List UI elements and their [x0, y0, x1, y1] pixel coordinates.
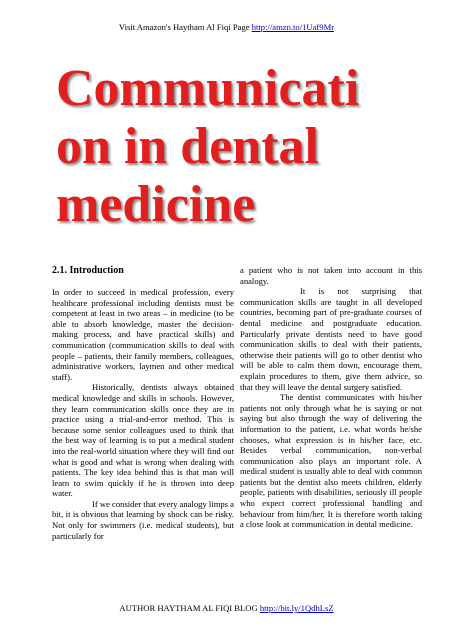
- right-column: [240, 265, 422, 530]
- footer-link[interactable]: http://bit.ly/1QdhLsZ: [259, 603, 334, 613]
- title-line-1: Communicati: [56, 60, 360, 117]
- document-title: [56, 60, 436, 234]
- title-line-3: medicine: [56, 176, 256, 233]
- paragraph-4: It is not surprising that communication skills are taught in all developed countries, becoming part of pre-graduate courses of dental medicine and postgraduate education. Particularly private dentists need to have good communication skills to deal with their patients, otherwise their patients will go to other dentist who will be able to calm them down, encourage them, explain procedures to them, give them advice, so that they will leave the dental surgery satisfied.: [240, 286, 422, 392]
- section-heading: 2.1. Introduction: [52, 265, 124, 276]
- paragraph-5: The dentist communicates with his/her patients not only through what he is saying or not saying but also through the way of delivering the information to the patient, i.e. what words he/she chooses, what expression is in his/her face, etc. Besides verbal communication, non-verbal communication also plays an important role. A medical student is usually able to deal with common patients but the dentist also meets children, elderly people, patients with disabilities, seriously ill people who expect correct professional handling and behaviour from him/her. It is therefore worth taking a close look at communication in dental medicine.: [240, 392, 422, 530]
- page-footer: [0, 603, 453, 613]
- paragraph-3-continued: a patient who is not taken into account in this analogy.: [240, 265, 422, 286]
- header-link[interactable]: http://amzn.to/1Uaf9Mr: [251, 22, 335, 32]
- footer-text: AUTHOR HAYTHAM AL FIQI BLOG: [119, 603, 258, 613]
- left-column: [52, 265, 234, 541]
- paragraph-1: In order to succeed in medical profession, every healthcare professional including dentists must be competent at least in two areas – in medicine (to be able to absorb knowledge, master the decision-making process, and have practical skills) and communication (communication skills to deal with people – patients, their family members, colleagues, administrative workers, laymen and other medical staff).: [52, 287, 234, 382]
- paragraph-2: Historically, dentists always obtained medical knowledge and skills in schools. However, they learn communication skills once they are in practice using a trial-and-error method. This is because some senior colleagues used to think that the best way of learning is to put a medical student into the real-world situation where they will find out what is good and what is wrong when dealing with patients. The key idea behind this is that man will learn to swim quickly if he is thrown into deep water.: [52, 382, 234, 499]
- paragraph-3: If we consider that every analogy limps a bit, it is obvious that learning by shock can be risky. Not only for swimmers (i.e. medical students), but particularly for: [52, 498, 234, 541]
- title-line-2: on in dental: [56, 118, 319, 175]
- page-header: [0, 22, 453, 32]
- header-text: Visit Amazon's Haytham Al Fiqi Page: [118, 22, 250, 32]
